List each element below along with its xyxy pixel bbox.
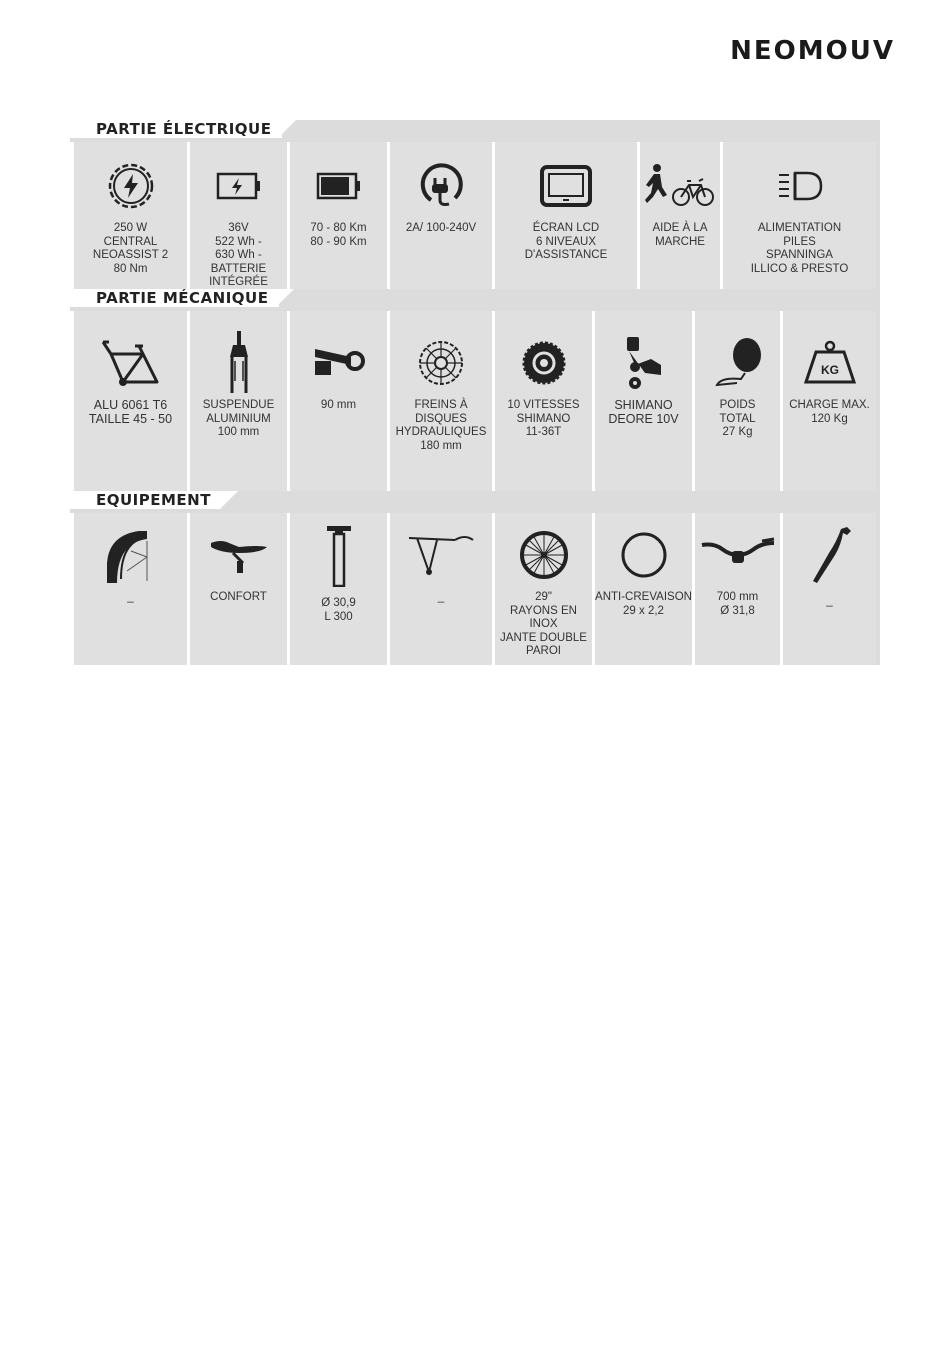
section-title: PARTIE MÉCANIQUE bbox=[70, 289, 279, 307]
section-electrical bbox=[70, 120, 880, 286]
tire-icon bbox=[619, 529, 669, 581]
spec-text: 250 W CENTRAL NEOASSIST 2 80 Nm bbox=[92, 222, 169, 275]
spec-cell-handlebar bbox=[695, 513, 783, 665]
spec-cell-light bbox=[723, 142, 880, 290]
spec-cell-fork bbox=[190, 311, 290, 493]
spec-cell-brakes bbox=[390, 311, 495, 493]
section-header bbox=[70, 289, 880, 307]
kickstand-icon bbox=[807, 525, 853, 585]
spec-cell-weight bbox=[695, 311, 783, 493]
spec-row bbox=[70, 138, 880, 290]
spec-text: CONFORT bbox=[210, 591, 267, 603]
wheel-spokes-icon bbox=[519, 529, 569, 581]
spec-cell-saddle bbox=[190, 513, 290, 665]
spec-cell-derailleur bbox=[595, 311, 695, 493]
spec-text: _ bbox=[437, 591, 445, 603]
walk-assist-icon bbox=[643, 160, 717, 212]
spec-text: _ bbox=[127, 591, 134, 603]
motor-bolt-icon bbox=[106, 160, 156, 212]
section-header-notch bbox=[276, 289, 294, 307]
battery-range-icon bbox=[316, 160, 362, 212]
brand-logo: NEOMOUV bbox=[730, 36, 895, 66]
derailleur-icon bbox=[621, 337, 667, 389]
spec-text: ALIMENTATION PILES SPANNINGA ILLICO & PRESTO bbox=[750, 222, 849, 275]
spec-text: Ø 30,9 L 300 bbox=[321, 597, 356, 623]
spec-text: 90 mm bbox=[320, 399, 357, 411]
spec-cell-rack bbox=[390, 513, 495, 665]
spec-cell-range bbox=[290, 142, 390, 290]
section-title: PARTIE ÉLECTRIQUE bbox=[70, 120, 282, 138]
spec-cell-tire bbox=[595, 513, 695, 665]
section-mechanical bbox=[70, 289, 880, 489]
section-title: EQUIPEMENT bbox=[70, 491, 221, 509]
spec-cell-seatpost bbox=[290, 513, 390, 665]
frame-icon bbox=[99, 337, 163, 389]
rack-icon bbox=[407, 529, 475, 581]
spec-text: POIDS TOTAL 27 Kg bbox=[719, 399, 756, 438]
section-header bbox=[70, 491, 880, 509]
stem-icon bbox=[311, 337, 367, 389]
spec-cell-cassette bbox=[495, 311, 595, 493]
lcd-screen-icon bbox=[539, 160, 593, 212]
spec-cell-kickstand bbox=[783, 513, 880, 665]
spec-text: 10 VITESSES SHIMANO 11-36T bbox=[507, 399, 580, 438]
section-equipment bbox=[70, 491, 880, 661]
section-header-notch bbox=[220, 491, 238, 509]
spec-cell-max-load bbox=[783, 311, 880, 493]
seatpost-icon bbox=[324, 525, 354, 587]
handlebar-icon bbox=[700, 529, 776, 581]
spec-cell-walk-assist bbox=[640, 142, 723, 290]
spec-text: 700 mm Ø 31,8 bbox=[716, 591, 759, 617]
spec-text: SUSPENDUE ALUMINIUM 100 mm bbox=[202, 399, 275, 438]
spec-cell-mudguard bbox=[70, 513, 190, 665]
spec-cell-stem bbox=[290, 311, 390, 493]
fork-icon bbox=[224, 337, 254, 389]
spec-text: SHIMANO DEORE 10V bbox=[608, 398, 679, 426]
kg-weight-icon bbox=[804, 337, 856, 389]
section-header bbox=[70, 120, 880, 138]
spec-text: _ bbox=[826, 595, 833, 607]
cassette-icon bbox=[521, 337, 567, 389]
saddle-icon bbox=[209, 529, 269, 581]
spec-text: FREINS À DISQUES HYDRAULIQUES 180 mm bbox=[395, 399, 487, 452]
spec-cell-frame bbox=[70, 311, 190, 493]
weight-balloon-icon bbox=[711, 337, 765, 389]
spec-text: AIDE À LA MARCHE bbox=[652, 222, 708, 248]
spec-text: ÉCRAN LCD 6 NIVEAUX D'ASSISTANCE bbox=[524, 222, 608, 261]
spec-text: 29" RAYONS EN INOX JANTE DOUBLE PAROI bbox=[500, 591, 587, 657]
kg-weight-badge: KG bbox=[820, 363, 839, 377]
spec-text: 36V 522 Wh - 630 Wh - BATTERIE INTÉGRÉE bbox=[209, 222, 268, 288]
spec-row bbox=[70, 307, 880, 493]
spec-cell-wheel bbox=[495, 513, 595, 665]
power-plug-icon bbox=[417, 160, 465, 212]
spec-row bbox=[70, 509, 880, 665]
spec-cell-motor bbox=[70, 142, 190, 290]
battery-charging-icon bbox=[216, 160, 262, 212]
mudguard-icon bbox=[103, 529, 159, 581]
spec-text: 70 - 80 Km 80 - 90 Km bbox=[310, 222, 367, 248]
spec-text: ALU 6061 T6 TAILLE 45 - 50 bbox=[88, 398, 173, 426]
spec-text: 2A/ 100-240V bbox=[405, 222, 477, 234]
spec-text: CHARGE MAX. 120 Kg bbox=[789, 399, 870, 425]
spec-text: ANTI-CREVAISON 29 x 2,2 bbox=[595, 591, 692, 617]
spec-cell-display bbox=[495, 142, 640, 290]
disc-brake-icon bbox=[416, 337, 466, 389]
headlight-icon bbox=[775, 160, 825, 212]
spec-cell-charger bbox=[390, 142, 495, 290]
spec-cell-battery bbox=[190, 142, 290, 290]
